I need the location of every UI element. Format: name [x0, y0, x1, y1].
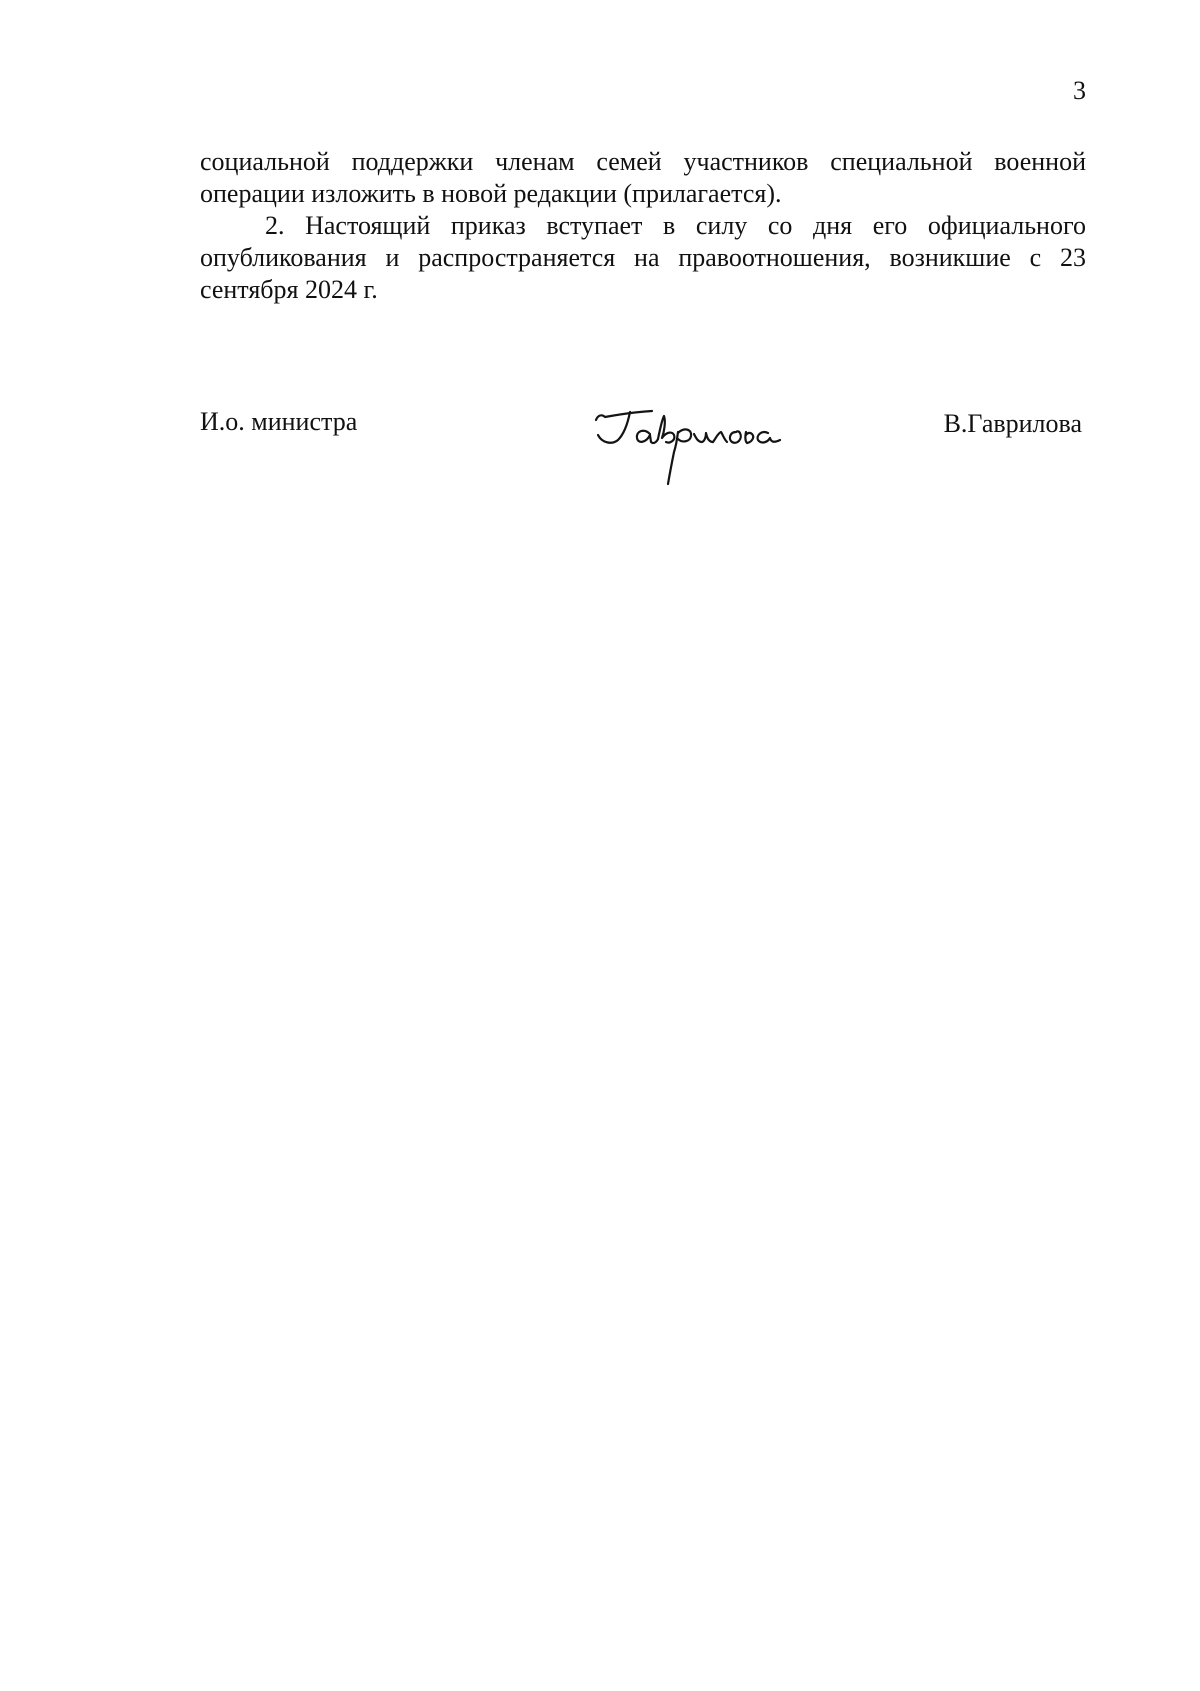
signer-name: В.Гаврилова [943, 409, 1082, 438]
signature-block [200, 402, 1086, 492]
paragraph-item-2: 2. Настоящий приказ вступает в силу со дня его официального опубликования и распространяется на правоотношения, возникшие с 23 сентября 2024 г. [200, 211, 1086, 304]
document-body [200, 146, 1086, 306]
handwritten-signature [590, 402, 810, 490]
paragraph-continuation: социальной поддержки членам семей участников специальной военной операции изложить в новой редакции (прилагается). [200, 147, 1086, 208]
page-number: 3 [1073, 76, 1086, 105]
signer-position-title: И.о. министра [200, 407, 358, 436]
